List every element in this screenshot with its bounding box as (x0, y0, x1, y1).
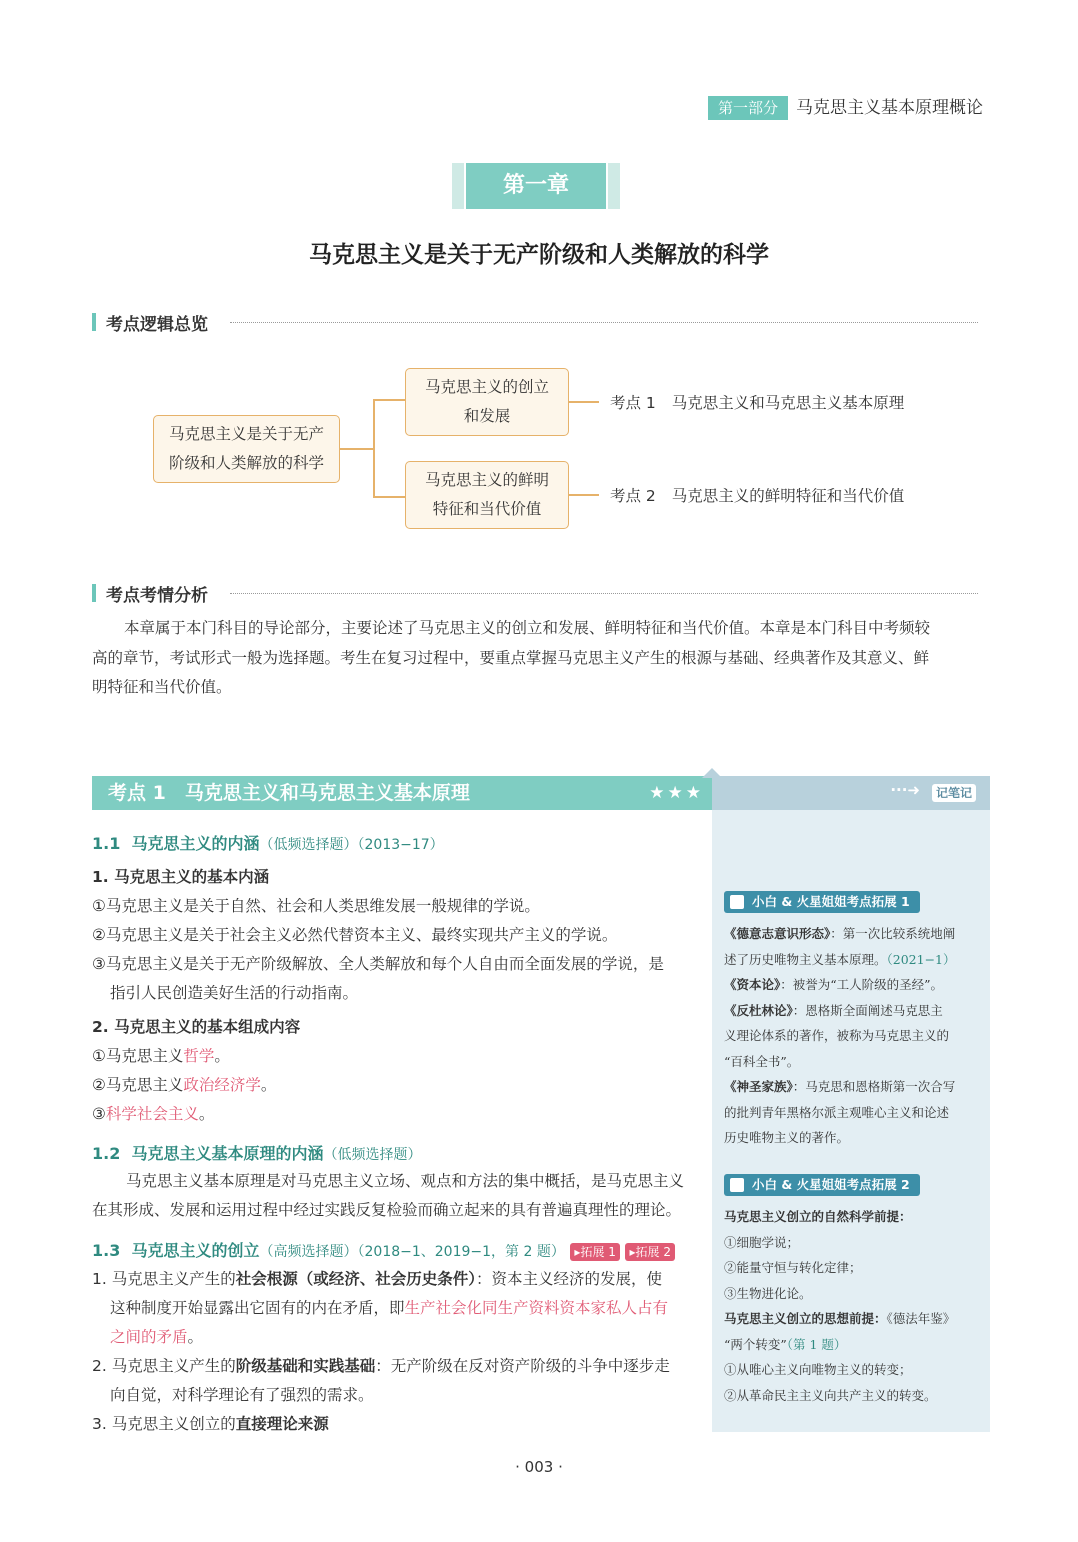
chapter-title: 马克思主义是关于无产阶级和人类解放的科学 (309, 242, 769, 268)
s13-item-1-cont: 这种制度开始显露出它固有的内在矛盾，即生产社会化同生产资料资本家私人占有 (110, 1299, 669, 1317)
s11-item-2: ②马克思主义是关于社会主义必然代替资本主义、最终实现共产主义的学说。 (92, 926, 618, 944)
s11-item-3: ③马克思主义是关于无产阶级解放、全人类解放和每个人自由而全面发展的学说，是 (92, 955, 664, 973)
s13-item-2: 2. 马克思主义产生的阶级基础和实践基础：无产阶级在反对资产阶级的斗争中逐步走 (92, 1357, 670, 1375)
section-heading-overview: 考点逻辑总览 (92, 310, 978, 334)
s13-item-2-cont: 向自觉，对科学理论有了强烈的需求。 (110, 1386, 374, 1404)
s11-component-1: ①马克思主义哲学。 (92, 1047, 230, 1065)
take-notes-button[interactable]: 记笔记 (932, 784, 976, 802)
page-number: · 003 · (515, 1458, 563, 1476)
s11-component-3: ③科学社会主义。 (92, 1105, 215, 1123)
arrow-icon: ···➜ (890, 781, 920, 799)
notes-header (712, 776, 990, 810)
extension-2-tag: 小白 & 火星姐姐考点拓展 2 (724, 1174, 920, 1196)
mindmap-leaf-1: 考点 1 马克思主义和马克思主义基本原理 (610, 394, 905, 412)
note-icon (730, 895, 744, 909)
subsection-1-1-heading: 1.1 马克思主义的内涵（低频选择题）（2013−17） (92, 834, 444, 853)
mindmap-branch-2: 马克思主义的鲜明 特征和当代价值 (405, 461, 569, 529)
extension-1-tag: 小白 & 火星姐姐考点拓展 1 (724, 891, 920, 913)
note-icon (730, 1178, 744, 1192)
s11-heading-2: 2. 马克思主义的基本组成内容 (92, 1018, 301, 1036)
part-tag: 第一部分 (708, 96, 788, 120)
s11-component-2: ②马克思主义政治经济学。 (92, 1076, 277, 1094)
s11-item-1: ①马克思主义是关于自然、社会和人类思维发展一般规律的学说。 (92, 897, 540, 915)
extension-tag-2[interactable]: ▸拓展 2 (625, 1243, 674, 1261)
s11-item-3-cont: 指引人民创造美好生活的行动指南。 (110, 984, 359, 1002)
topic-title: 考点 1 马克思主义和马克思主义基本原理 (108, 782, 470, 804)
s13-item-3: 3. 马克思主义创立的直接理论来源 (92, 1415, 329, 1433)
mindmap-leaf-2: 考点 2 马克思主义的鲜明特征和当代价值 (610, 487, 905, 505)
star-rating: ★★★ (649, 783, 704, 803)
extension-tag-1[interactable]: ▸拓展 1 (570, 1243, 619, 1261)
mindmap-branch-1: 马克思主义的创立 和发展 (405, 368, 569, 436)
s12-paragraph-line-1: 马克思主义基本原理是对马克思主义立场、观点和方法的集中概括，是马克思主义 (126, 1172, 685, 1190)
s13-item-1: 1. 马克思主义产生的社会根源（或经济、社会历史条件）：资本主义经济的发展，使 (92, 1270, 662, 1288)
s12-paragraph-line-2: 在其形成、发展和运用过程中经过实践反复检验而确立起来的具有普遍真理性的理论。 (92, 1201, 682, 1219)
mindmap-root: 马克思主义是关于无产 阶级和人类解放的科学 (153, 415, 340, 483)
subsection-1-2-heading: 1.2 马克思主义基本原理的内涵（低频选择题） (92, 1144, 422, 1163)
chapter-label: 第一章 (466, 163, 606, 209)
section-heading-analysis: 考点考情分析 (92, 581, 978, 605)
extension-1-content: 《德意志意识形态》：第一次比较系统地阐 述了历史唯物主义基本原理。（2021−1） 《资本论》：被誉为“工人阶级的圣经”。 《反杜林论》：恩格斯全面阐述马克思主 义理论体系的著作，被称为马克思主义的 “百科全书”。 《神圣家族》：马克思和恩格斯第一次合写 的批判青年黑格尔派主观唯心主义和论述 历史唯物主义的著作。 (724, 926, 956, 1145)
topic-bar (92, 776, 712, 810)
s13-item-1-cont2: 之间的矛盾。 (110, 1328, 204, 1346)
s11-heading-1: 1. 马克思主义的基本内涵 (92, 868, 270, 886)
extension-2-content: 马克思主义创立的自然科学前提： ①细胞学说； ②能量守恒与转化定律； ③生物进化论。 马克思主义创立的思想前提：《德法年鉴》 “两个转变”（第 1 题） ①从唯心主义向唯物主义的转变； ②从革命民主主义向共产主义的转变。 (724, 1209, 956, 1403)
chapter-badge (452, 163, 620, 209)
part-title: 马克思主义基本原理概论 (796, 98, 983, 118)
subsection-1-3-heading: 1.3 马克思主义的创立（高频选择题）（2018−1、2019−1，第 2 题） ▸拓展 1 ▸拓展 2 (92, 1238, 675, 1261)
analysis-paragraph: 本章属于本门科目的导论部分，主要论述了马克思主义的创立和发展、鲜明特征和当代价值。本章是本门科目中考频较 高的章节，考试形式一般为选择题。考生在复习过程中，要重点掌握马克思主义产生的根源与基础、经典著作及其意义、鲜 明特征和当代价值。 (92, 619, 931, 696)
